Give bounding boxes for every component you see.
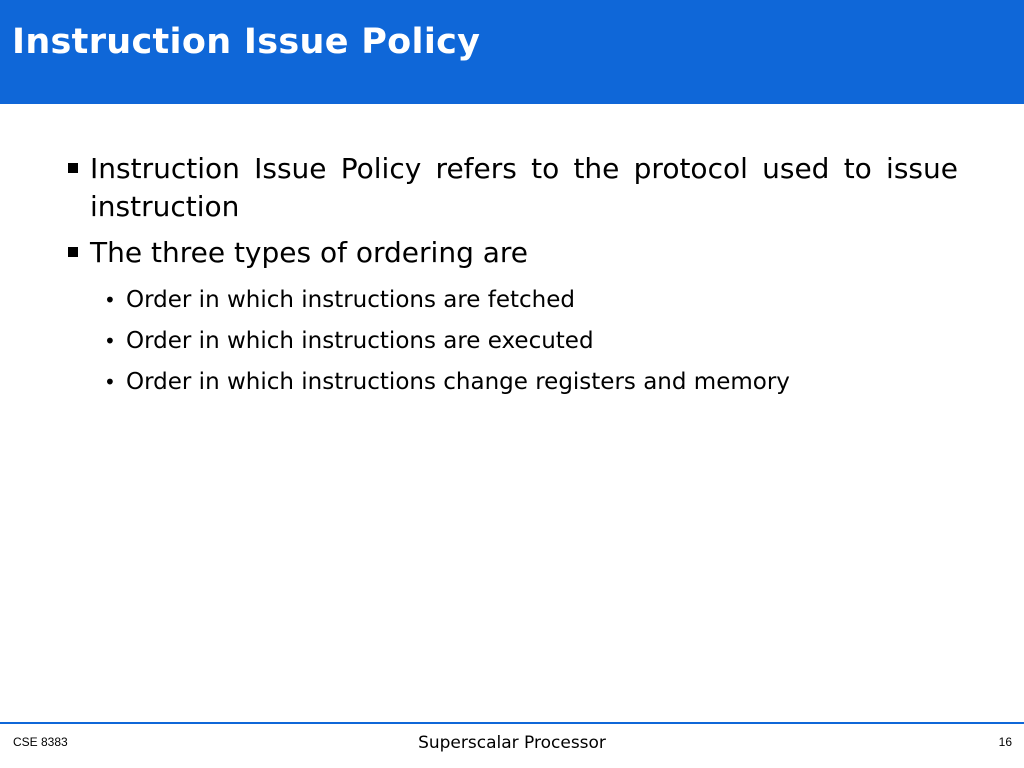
footer-page-number: 16	[998, 735, 1012, 749]
dot-bullet-icon: •	[104, 329, 116, 353]
sub-bullet-item	[68, 280, 958, 321]
sub-bullet-text: Order in which instructions change registers and memory	[126, 369, 790, 395]
sub-bullet-text: Order in which instructions are fetched	[126, 287, 576, 313]
dot-bullet-icon: •	[104, 370, 116, 394]
bullet-item	[68, 150, 958, 226]
sub-bullet-item	[68, 321, 958, 362]
footer-topic: Superscalar Processor	[418, 733, 606, 753]
bullet-text: Instruction Issue Policy refers to the protocol used to issue instruction	[90, 152, 958, 223]
square-bullet-icon	[68, 163, 78, 173]
title-bar	[0, 0, 1024, 104]
slide-content	[68, 150, 958, 403]
sub-bullet-text: Order in which instructions are executed	[126, 328, 594, 354]
footer-divider	[0, 722, 1024, 724]
dot-bullet-icon: •	[104, 288, 116, 312]
square-bullet-icon	[68, 247, 78, 257]
footer-course-code: CSE 8383	[13, 735, 68, 749]
sub-bullet-item	[68, 362, 958, 403]
slide-title: Instruction Issue Policy	[12, 22, 481, 62]
bullet-text: The three types of ordering are	[90, 236, 529, 269]
bullet-item	[68, 234, 958, 272]
